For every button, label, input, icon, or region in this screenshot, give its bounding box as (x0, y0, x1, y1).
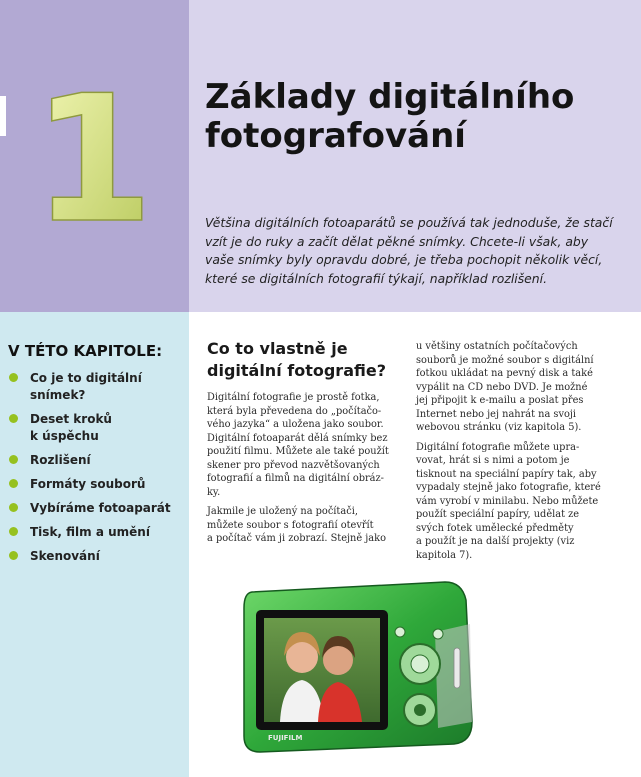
chapter-topic-item (8, 476, 186, 493)
chapter-topic-label: Co je to digitální snímek? (30, 371, 142, 402)
article-heading-text: Co to vlastně je digitální fotografie? (207, 339, 386, 380)
camera-brand-text: FUJIFILM (268, 734, 303, 742)
article-column-1 (207, 391, 402, 552)
article-column-2 (416, 340, 626, 568)
chapter-topics-list (8, 370, 186, 572)
chapter-topic-item (8, 411, 186, 445)
chapter-title-text: Základy digitálního fotografování (205, 77, 575, 156)
paragraph: Digitální fotografie je prostě fotka, která byla převedena do „počítačo- vého jazyka“ a uložena jako soubor. Digitální fotoaparát dělá snímky bez použití filmu. Můžete ale také použít skener pro převod nazvětšovaných fotografií a filmů na digitální obráz- ky. (207, 392, 389, 498)
bullet-icon (9, 414, 18, 423)
bullet-icon (9, 479, 18, 488)
chapter-topic-item (8, 548, 186, 565)
article-heading (207, 338, 407, 382)
bullet-icon (9, 551, 18, 560)
bullet-icon (9, 527, 18, 536)
in-this-chapter-heading: V TÉTO KAPITOLE: (8, 342, 163, 360)
paragraph: Jakmile je uložený na počítači, můžete soubor s fotografií otevřít a počítač vám ji zobrazí. Stejně jako (207, 506, 386, 544)
chapter-intro: Většina digitálních fotoaparátů se používá tak jednoduše, že stačí vzít je do ruky a začít dělat pěkné snímky. Chcete-li však, aby vaše snímky byly opravdu dobré, je třeba pochopit několik věcí, které se digitálních fotografií týkají, například rozlišení. (205, 215, 613, 286)
chapter-topic-item (8, 452, 186, 469)
chapter-topic-label: Rozlišení (30, 453, 91, 467)
chapter-topic-label: Deset kroků k úspěchu (30, 412, 112, 443)
bullet-icon (9, 455, 18, 464)
chapter-topic-label: Skenování (30, 549, 100, 563)
paragraph: Digitální fotografie můžete upra- vovat, hrát si s nimi a potom je tisknout na speciální papíry tak, aby vypadaly stejně jako fotografie, které vám vyrobí v minilabu. Nebo můžete použít speciální papíry, udělat ze svých fotek umělecké předměty a použít je na další projekty (viz kapitola 7). (416, 441, 601, 561)
chapter-topic-item (8, 500, 186, 517)
chapter-topic-label: Tisk, film a umění (30, 525, 150, 539)
paragraph: u většiny ostatních počítačových souborů je možné soubor s digitální fotkou ukládat na pevný disk a také vypálit na CD nebo DVD. Je možné jej připojit k e-mailu a poslat přes Internet nebo jej nahrát na svoji webovou stránku (viz kapitola 5). (416, 341, 594, 433)
chapter-number (24, 70, 154, 230)
chapter-number-text: 1 (32, 70, 154, 230)
chapter-title (205, 78, 625, 156)
page-tab-marker (0, 96, 6, 136)
chapter-topic-item (8, 370, 186, 404)
chapter-topic-label: Vybíráme fotoaparát (30, 501, 171, 515)
bullet-icon (9, 503, 18, 512)
chapter-topic-label: Formáty souborů (30, 477, 146, 491)
chapter-topic-item (8, 524, 186, 541)
digital-camera-image (240, 572, 475, 757)
bullet-icon (9, 373, 18, 382)
